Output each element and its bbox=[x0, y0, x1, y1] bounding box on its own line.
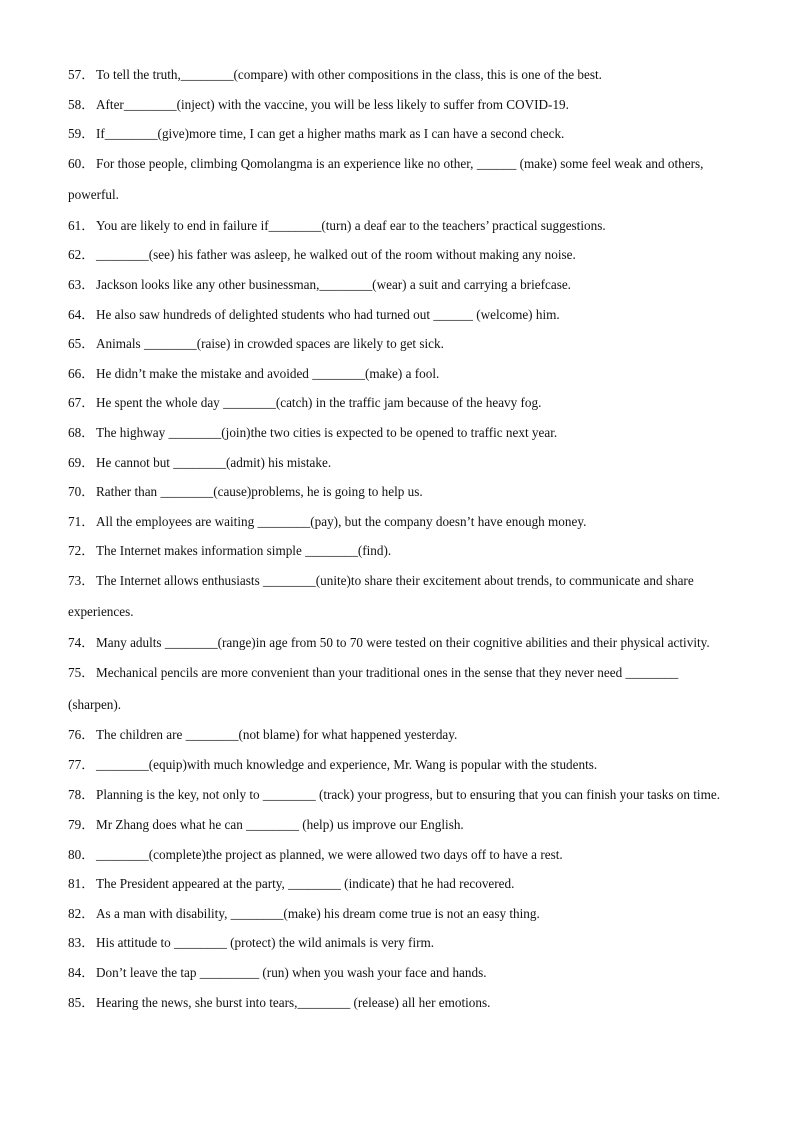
question-59 bbox=[68, 119, 728, 149]
question-text-after: (pay), but the company doesn’t have enough money. bbox=[310, 513, 587, 529]
question-text-before: Animals bbox=[96, 336, 144, 352]
question-85 bbox=[68, 988, 728, 1018]
question-number: 65． bbox=[68, 336, 95, 352]
question-78 bbox=[68, 779, 728, 811]
question-text-after: (wear) a suit and carrying a briefcase. bbox=[372, 276, 571, 292]
question-69 bbox=[68, 448, 728, 478]
question-79 bbox=[68, 810, 728, 840]
question-text-after: (make) his dream come true is not an easy thing. bbox=[283, 905, 540, 921]
question-number: 70． bbox=[68, 484, 95, 500]
question-64 bbox=[68, 300, 728, 330]
question-text-before: He didn’t make the mistake and avoided bbox=[96, 365, 313, 381]
question-82 bbox=[68, 899, 728, 929]
answer-blank: ________ bbox=[164, 634, 218, 650]
question-text-before: Planning is the key, not only to bbox=[96, 786, 263, 802]
question-77 bbox=[68, 750, 728, 780]
answer-blank: ________ bbox=[625, 665, 679, 681]
answer-blank: ________ bbox=[160, 484, 214, 500]
question-text-after: (release) all her emotions. bbox=[350, 994, 491, 1010]
question-number: 60． bbox=[68, 155, 95, 171]
question-60 bbox=[68, 148, 728, 211]
question-81 bbox=[68, 869, 728, 899]
answer-blank: ________ bbox=[173, 454, 227, 470]
question-text-before: If bbox=[96, 126, 105, 142]
question-text-after: (indicate) that he had recovered. bbox=[340, 876, 515, 892]
answer-blank: ________ bbox=[312, 365, 365, 381]
question-text-before: Jackson looks like any other businessman, bbox=[96, 276, 320, 292]
question-text-before: Many adults bbox=[96, 634, 165, 650]
question-number: 57． bbox=[68, 67, 95, 82]
question-text-before: His attitude to bbox=[96, 935, 175, 951]
question-74 bbox=[68, 627, 728, 659]
question-number: 68． bbox=[68, 424, 95, 440]
question-number: 72． bbox=[68, 543, 95, 559]
question-58 bbox=[68, 90, 728, 120]
question-text-after: (find). bbox=[357, 543, 392, 559]
question-text-before: Mechanical pencils are more convenient than your traditional ones in the sense that they never need bbox=[96, 665, 626, 681]
question-text-before: The Internet makes information simple bbox=[96, 543, 306, 559]
question-62 bbox=[68, 240, 728, 270]
question-67 bbox=[68, 388, 728, 418]
question-57 bbox=[68, 60, 728, 90]
question-text-after: (equip)with much knowledge and experience, Mr. Wang is popular with the students. bbox=[148, 757, 598, 772]
question-text-before: For those people, climbing Qomolangma is an experience like no other, bbox=[96, 155, 477, 171]
answer-blank: ________ bbox=[185, 727, 239, 743]
question-text-after: (welcome) him. bbox=[472, 306, 560, 322]
question-number: 75． bbox=[68, 665, 95, 681]
question-number: 76． bbox=[68, 727, 95, 743]
question-number: 61． bbox=[68, 217, 95, 233]
question-text-before: The children are bbox=[96, 727, 186, 743]
answer-blank: ________ bbox=[257, 513, 311, 529]
question-text-after: (admit) his mistake. bbox=[226, 454, 332, 470]
question-text-after: (turn) a deaf ear to the teachers’ practical suggestions. bbox=[321, 217, 606, 233]
question-80 bbox=[68, 840, 728, 870]
question-text-before: The highway bbox=[96, 424, 169, 440]
answer-blank: ________ bbox=[230, 905, 284, 921]
question-number: 77． bbox=[68, 757, 95, 772]
question-68 bbox=[68, 418, 728, 448]
answer-blank: ________ bbox=[96, 846, 149, 862]
answer-blank: ________ bbox=[180, 67, 234, 82]
question-text-after: (not blame) for what happened yesterday. bbox=[238, 727, 458, 743]
question-text-before: You are likely to end in failure if bbox=[96, 217, 269, 233]
answer-blank: ________ bbox=[144, 336, 197, 352]
answer-blank: ________ bbox=[96, 247, 149, 263]
answer-blank: ________ bbox=[263, 572, 316, 588]
answer-blank: ________ bbox=[123, 96, 177, 112]
question-75 bbox=[68, 657, 728, 720]
question-text-after: (give)more time, I can get a higher maths mark as I can have a second check. bbox=[157, 126, 565, 142]
answer-blank: ________ bbox=[262, 786, 316, 802]
answer-blank: ________ bbox=[297, 994, 351, 1010]
question-text-before: Hearing the news, she burst into tears, bbox=[96, 994, 298, 1010]
question-number: 80． bbox=[68, 846, 95, 862]
question-number: 81． bbox=[68, 876, 95, 892]
question-text-after: (make) some feel weak and others, powerful. bbox=[68, 155, 704, 203]
answer-blank: _________ bbox=[199, 965, 260, 981]
question-number: 85． bbox=[68, 994, 95, 1010]
question-text-after: (catch) in the traffic jam because of the heavy fog. bbox=[275, 395, 542, 411]
answer-blank: ________ bbox=[268, 217, 322, 233]
question-number: 71． bbox=[68, 513, 95, 529]
question-number: 62． bbox=[68, 247, 95, 263]
question-text-after: (cause)problems, he is going to help us. bbox=[213, 484, 423, 500]
answer-blank: ________ bbox=[305, 543, 358, 559]
question-84 bbox=[68, 958, 728, 988]
question-text-after: (run) when you wash your face and hands. bbox=[259, 965, 487, 981]
answer-blank: ________ bbox=[104, 126, 158, 142]
question-number: 79． bbox=[68, 817, 95, 833]
question-71 bbox=[68, 507, 728, 537]
question-number: 83． bbox=[68, 935, 95, 951]
question-text-before: To tell the truth, bbox=[96, 67, 181, 82]
question-text-before: He also saw hundreds of delighted students who had turned out bbox=[96, 306, 434, 322]
question-70 bbox=[68, 477, 728, 507]
question-72 bbox=[68, 536, 728, 566]
question-text-after: (protect) the wild animals is very firm. bbox=[226, 935, 435, 951]
question-text-after: (raise) in crowded spaces are likely to get sick. bbox=[196, 336, 444, 352]
answer-blank: ________ bbox=[96, 757, 149, 772]
question-number: 82． bbox=[68, 905, 95, 921]
question-66 bbox=[68, 359, 728, 389]
question-number: 73． bbox=[68, 572, 95, 588]
answer-blank: ________ bbox=[168, 424, 222, 440]
question-number: 67． bbox=[68, 395, 95, 411]
question-text-after: (track) your progress, but to ensuring that you can finish your tasks on time. bbox=[315, 786, 721, 802]
question-76 bbox=[68, 720, 728, 750]
question-number: 74． bbox=[68, 634, 95, 650]
question-number: 63． bbox=[68, 276, 95, 292]
question-text-after: (join)the two cities is expected to be opened to traffic next year. bbox=[221, 424, 558, 440]
question-number: 78． bbox=[68, 786, 95, 802]
question-text-before: Mr Zhang does what he can bbox=[96, 817, 247, 833]
question-text-before: As a man with disability, bbox=[96, 905, 231, 921]
question-text-before: All the employees are waiting bbox=[96, 513, 258, 529]
question-number: 69． bbox=[68, 454, 95, 470]
question-text-before: The President appeared at the party, bbox=[96, 876, 289, 892]
question-text-after: (make) a fool. bbox=[364, 365, 440, 381]
answer-blank: ______ bbox=[433, 306, 473, 322]
question-63 bbox=[68, 270, 728, 300]
answer-blank: ________ bbox=[288, 876, 341, 892]
question-text-after: (range)in age from 50 to 70 were tested on their cognitive abilities and their physical activity. bbox=[217, 634, 710, 650]
question-text-before: He cannot but bbox=[96, 454, 174, 470]
question-text-after: (unite)to share their excitement about trends, to communicate and share experiences. bbox=[68, 572, 694, 620]
question-text-after: (complete)the project as planned, we were allowed two days off to have a rest. bbox=[148, 846, 563, 862]
question-83 bbox=[68, 928, 728, 958]
question-text-after: (sharpen). bbox=[68, 696, 122, 712]
question-number: 66． bbox=[68, 365, 95, 381]
question-number: 84． bbox=[68, 965, 95, 981]
question-text-after: (inject) with the vaccine, you will be less likely to suffer from COVID-19. bbox=[176, 96, 569, 112]
question-number: 58． bbox=[68, 96, 95, 112]
question-text-before: Don’t leave the tap bbox=[96, 965, 200, 981]
question-number: 59． bbox=[68, 126, 95, 142]
answer-blank: ______ bbox=[476, 155, 517, 171]
question-text-before: The Internet allows enthusiasts bbox=[96, 572, 264, 588]
answer-blank: ________ bbox=[174, 935, 227, 951]
question-73 bbox=[68, 565, 728, 628]
question-number: 64． bbox=[68, 306, 95, 322]
answer-blank: ________ bbox=[246, 817, 299, 833]
question-text-after: (help) us improve our English. bbox=[298, 817, 464, 833]
question-text-after: (compare) with other compositions in the class, this is one of the best. bbox=[233, 67, 602, 82]
question-text-before: After bbox=[96, 96, 124, 112]
question-65 bbox=[68, 329, 728, 359]
question-text-before: Rather than bbox=[96, 484, 161, 500]
question-text-after: (see) his father was asleep, he walked out of the room without making any noise. bbox=[148, 247, 576, 263]
answer-blank: ________ bbox=[223, 395, 276, 411]
question-text-before: He spent the whole day bbox=[96, 395, 224, 411]
answer-blank: ________ bbox=[319, 276, 373, 292]
question-61 bbox=[68, 211, 728, 241]
